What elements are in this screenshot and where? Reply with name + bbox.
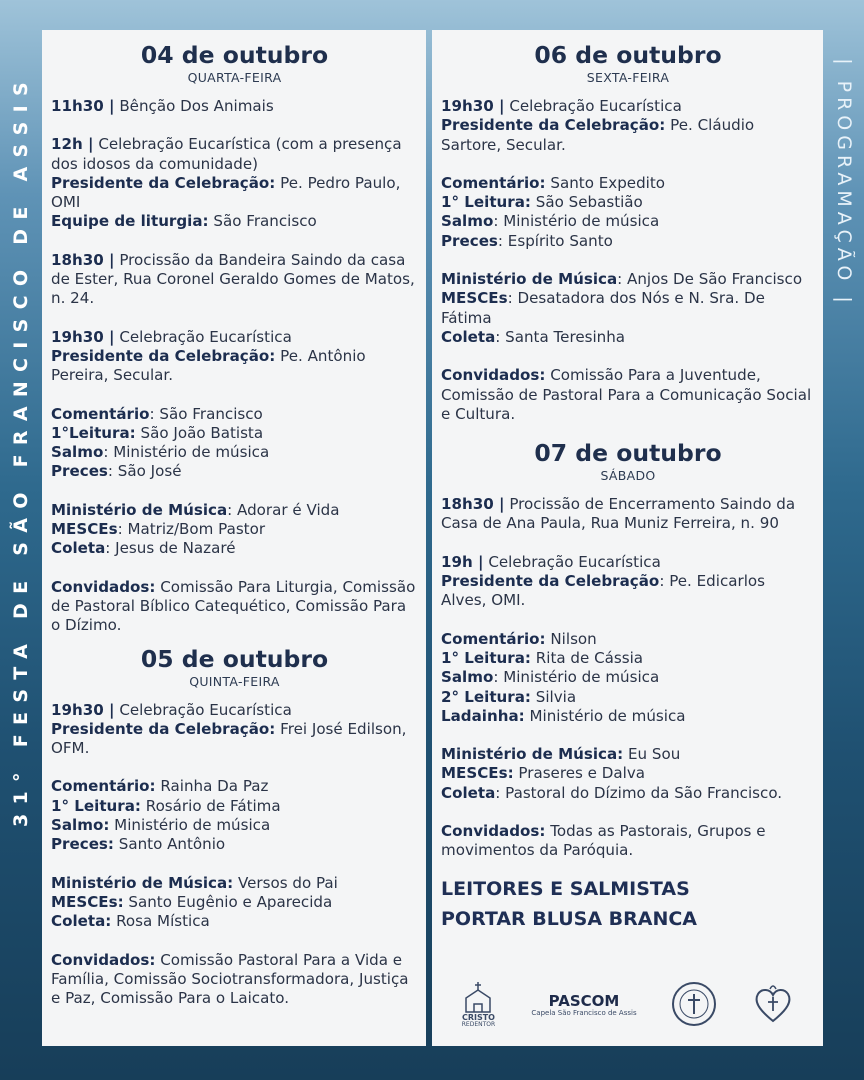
- festival-title: 31° FESTA DE SÃO FRANCISCO DE ASSIS: [10, 73, 32, 827]
- day-weekday: SEXTA-FEIRA: [586, 70, 670, 85]
- event-item: Ministério de Música: Adorar é Vida MESCEs: Matriz/Bom Pastor Coleta: Jesus de Nazaré: [51, 500, 340, 558]
- event-item: Ministério de Música: Versos do Pai MESCEs: Santo Eugênio e Aparecida Coleta: Rosa Mística: [51, 873, 338, 931]
- schedule-column-right: [432, 30, 823, 1046]
- day-header-06: [441, 40, 815, 86]
- event-item: 18h30 | Procissão de Encerramento Saindo da Casa de Ana Paula, Rua Muniz Ferreira, n. 90: [441, 495, 796, 533]
- event-item: 19h | Celebração Eucarística Presidente da Celebração: Pe. Edicarlos Alves, OMI.: [441, 552, 765, 610]
- day-weekday: QUARTA-FEIRA: [187, 70, 282, 85]
- side-banner-right: [824, 0, 864, 1080]
- event-item: 18h30 | Procissão da Bandeira Saindo da casa de Ester, Rua Coronel Geraldo Gomes de Matos, n. 24.: [51, 250, 415, 308]
- day-weekday: SÁBADO: [600, 468, 656, 484]
- event-item: Comentário: Rainha Da Paz 1° Leitura: Rosário de Fátima Salmo: Ministério de música Preces: Santo Antônio: [51, 777, 281, 854]
- event-item: Convidados: Comissão Para a Juventude, Comissão de Pastoral Para a Comunicação Social e Cultura.: [441, 366, 812, 423]
- event-item: 19h30 | Celebração Eucarística Presidente da Celebração: Pe. Antônio Pereira, Secular.: [51, 327, 366, 385]
- event-item: Convidados: Comissão Para Liturgia, Comissão de Pastoral Bíblico Catequético, Comissão Para o Dízimo.: [51, 577, 416, 635]
- day-title: 07 de outubro: [534, 439, 722, 468]
- heart-icon: [750, 981, 796, 1027]
- parish-seal-logo: [670, 980, 718, 1028]
- church-icon: [458, 980, 498, 1014]
- event-item: Comentário: São Francisco 1°Leitura: São João Batista Salmo: Ministério de música Preces: São José: [51, 404, 270, 481]
- event-item: 19h30 | Celebração Eucarística Presidente da Celebração: Pe. Cláudio Sartore, Secular.: [441, 97, 755, 154]
- day-header-04: [51, 40, 418, 86]
- day-weekday: QUINTA-FEIRA: [189, 673, 280, 689]
- notice-line: PORTAR BLUSA BRANCA: [441, 907, 697, 930]
- day-header-07: [441, 438, 815, 484]
- event-item: 19h30 | Celebração Eucarística Presidente da Celebração: Frei José Edilson, OFM.: [51, 700, 407, 758]
- notice-line: LEITORES E SALMISTAS: [441, 877, 690, 900]
- programacao-label: | PROGRAMAÇÃO |: [833, 58, 855, 308]
- cristo-redentor-logo: CRISTO REDENTOR: [458, 980, 498, 1028]
- event-item: Convidados: Todas as Pastorais, Grupos e movimentos da Paróquia.: [441, 822, 766, 860]
- schedule-column-left: [42, 30, 426, 1046]
- side-banner-left: [0, 0, 42, 1080]
- day-title: 05 de outubro: [140, 644, 329, 673]
- event-item: Convidados: Comissão Pastoral Para a Vida e Família, Comissão Sociotransformadora, Justiça e Paz, Comissão Para o Laicato.: [51, 950, 409, 1008]
- day-header-05: [51, 644, 418, 690]
- seal-icon: [670, 980, 718, 1028]
- event-item: 11h30 | Bênção Dos Animais: [51, 97, 274, 115]
- pascom-logo: PASCOM Capela São Francisco de Assis: [531, 991, 637, 1017]
- event-item: Comentário: Santo Expedito 1° Leitura: São Sebastião Salmo: Ministério de música Preces: Espírito Santo: [441, 173, 666, 250]
- logo-strip: [442, 972, 813, 1036]
- day-title: 04 de outubro: [140, 41, 329, 69]
- day-title: 06 de outubro: [534, 41, 722, 69]
- event-item: Ministério de Música: Eu Sou MESCEs: Praseres e Dalva Coleta: Pastoral do Dízimo da São Francisco.: [441, 745, 783, 802]
- heart-logo: [750, 981, 796, 1027]
- event-item: 12h | Celebração Eucarística (com a presença dos idosos da comunidade) Presidente da Celebração: Pe. Pedro Paulo, OMI Equipe de liturgia: São Francisco: [51, 135, 402, 231]
- event-item: Comentário: Nilson 1° Leitura: Rita de Cássia Salmo: Ministério de música 2° Leitura: Silvia Ladainha: Ministério de música: [441, 629, 686, 725]
- dress-code-notice: [441, 874, 815, 934]
- event-item: Ministério de Música: Anjos De São Francisco MESCEs: Desatadora dos Nós e N. Sra. De Fátima Coleta: Santa Teresinha: [441, 270, 803, 346]
